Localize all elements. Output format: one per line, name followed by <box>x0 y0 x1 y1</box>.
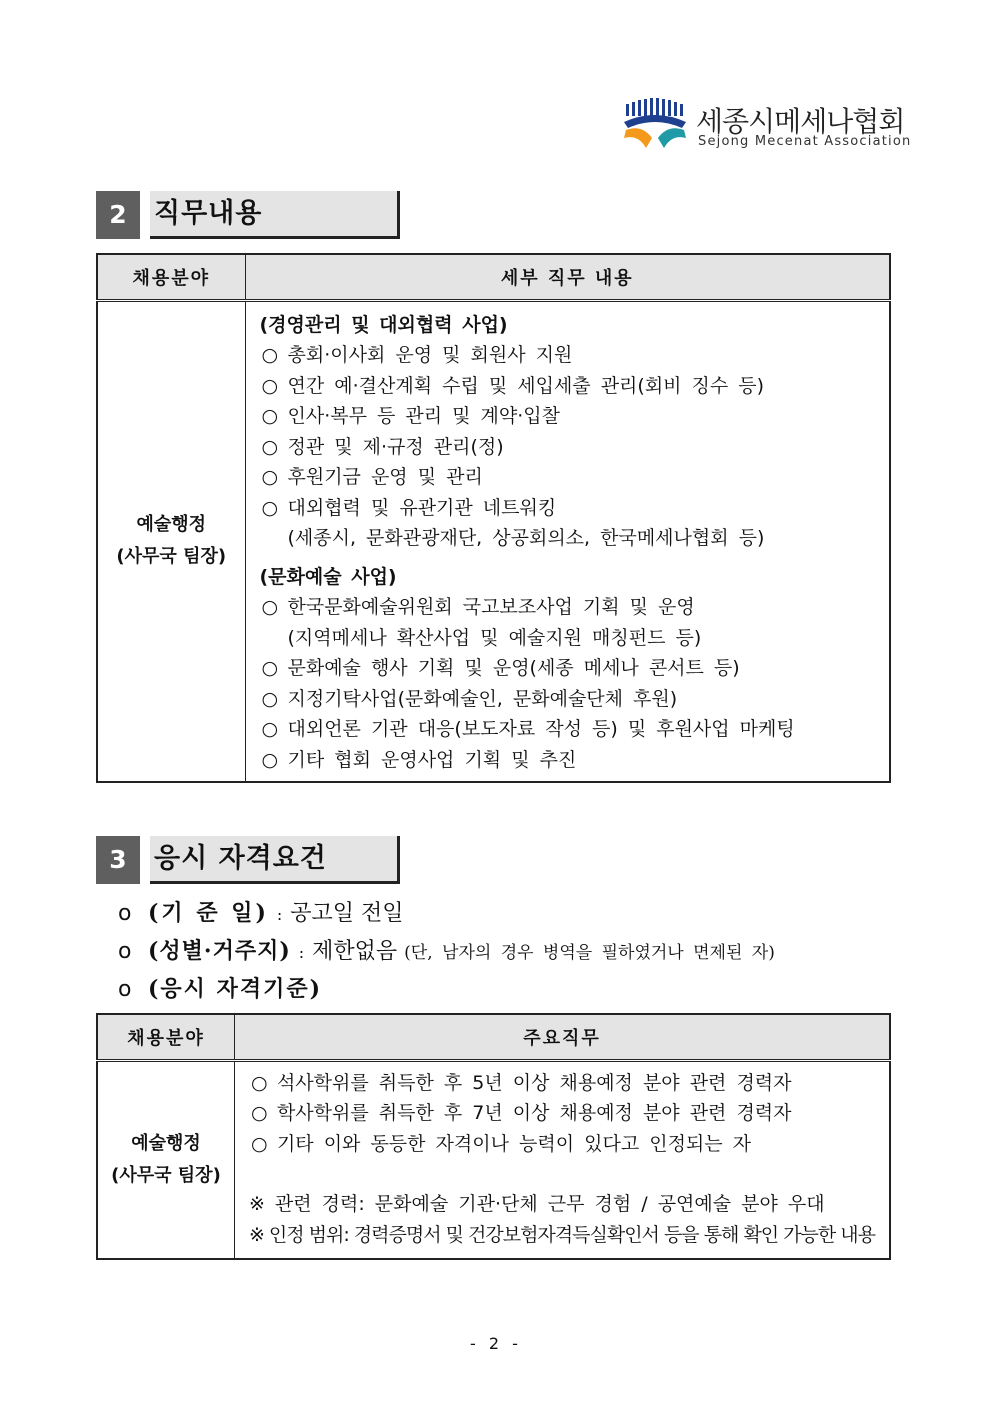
criteria-label: (성별·거주지) <box>148 938 291 964</box>
logo-name-korean: 세종시메세나협회 <box>696 105 905 138</box>
list-item: ○ 지정기탁사업(문화예술인, 문화예술단체 후원) <box>260 684 876 715</box>
column-header-detail: 주요직무 <box>234 1014 890 1060</box>
list-item: ○ 총회·이사회 운영 및 회원사 지원 <box>260 340 876 371</box>
association-logo <box>622 98 912 154</box>
list-item: ○ 한국문화예술위원회 국고보조사업 기획 및 운영 <box>260 592 876 623</box>
circle-bullet-icon: ○ <box>250 1071 268 1094</box>
list-item: ○ 대외언론 기관 대응(보도자료 작성 등) 및 후원사업 마케팅 <box>260 714 876 745</box>
circle-bullet-icon: ○ <box>250 1102 268 1124</box>
criteria-label: (기 준 일) <box>148 900 269 926</box>
criteria-label: (응시 자격기준) <box>148 976 322 1002</box>
circle-bullet-icon: ○ <box>261 687 279 710</box>
section-3-header <box>96 836 402 884</box>
group-heading-culture: (문화예술 사업) <box>259 565 397 588</box>
circle-bullet-icon: ○ <box>261 596 279 618</box>
section-3-number: 3 <box>96 836 140 884</box>
note-recognition-scope: ※ 인정 범위: 경력증명서 및 건강보험자격득실확인서 등을 통해 확인 가능한 내용 <box>248 1223 875 1246</box>
criteria-base-date: o (기 준 일) : 공고일 전일 <box>118 900 404 926</box>
group-heading-management: (경영관리 및 대외협력 사업) <box>259 313 508 336</box>
list-item: ○ 인사·복무 등 관리 및 계약·입찰 <box>260 401 876 432</box>
criteria-value: 제한없음 <box>312 939 398 964</box>
field-name: 예술행정 <box>131 1132 201 1154</box>
section-2-title: 직무내용 <box>150 191 400 239</box>
field-cell <box>97 300 245 782</box>
field-cell <box>97 1060 234 1259</box>
circle-bullet-icon: ○ <box>261 718 279 740</box>
column-header-detail: 세부 직무 내용 <box>245 254 890 300</box>
list-item: ○ 문화예술 행사 기획 및 운영(세종 메세나 콘서트 등) <box>260 653 876 684</box>
criteria-note: (단, 남자의 경우 병역을 필하였거나 면제된 자) <box>404 943 775 963</box>
section-3-title: 응시 자격요건 <box>150 836 400 884</box>
job-description-table <box>96 253 891 783</box>
list-item: ○ 정관 및 제·규정 관리(정) <box>260 432 876 463</box>
column-header-field: 채용분야 <box>97 1014 234 1060</box>
list-item: ○ 연간 예·결산계획 수립 및 세입세출 관리(회비 징수 등) <box>260 371 876 402</box>
detail-cell <box>234 1060 890 1259</box>
criteria-value: 공고일 전일 <box>290 901 404 926</box>
circle-bullet-icon: ○ <box>261 344 279 366</box>
page-number: - 2 - <box>470 1334 522 1353</box>
circle-bullet-icon: ○ <box>261 435 279 458</box>
circle-bullet-icon: o <box>118 977 132 1002</box>
list-item: ○ 대외협력 및 유관기관 네트워킹 <box>260 493 876 524</box>
section-2-header <box>96 191 402 239</box>
circle-bullet-icon: ○ <box>261 748 279 771</box>
criteria-gender-residence: o (성별·거주지) : 제한없음 (단, 남자의 경우 병역을 필하였거나 면제된 자) <box>118 938 775 964</box>
circle-bullet-icon: ○ <box>261 496 279 519</box>
list-item: ○ 석사학위를 취득한 후 5년 이상 채용예정 분야 관련 경력자 <box>249 1068 875 1099</box>
circle-bullet-icon: o <box>118 939 132 964</box>
circle-bullet-icon: ○ <box>261 405 279 427</box>
list-item: ○ 후원기금 운영 및 관리 <box>260 462 876 493</box>
detail-cell <box>245 300 890 782</box>
list-item: ○ 기타 이와 동등한 자격이나 능력이 있다고 인정되는 자 <box>249 1129 875 1160</box>
field-position: (사무국 팀장) <box>116 546 227 568</box>
list-item-continuation: (지역메세나 확산사업 및 예술지원 매칭펀드 등) <box>287 626 702 649</box>
field-name: 예술행정 <box>136 514 207 536</box>
qualification-table <box>96 1013 891 1260</box>
field-position: (사무국 팀장) <box>111 1164 221 1186</box>
circle-bullet-icon: ○ <box>261 374 279 397</box>
section-2-number: 2 <box>96 191 140 239</box>
circle-bullet-icon: o <box>118 901 132 926</box>
column-header-field: 채용분야 <box>97 254 245 300</box>
logo-name-english: Sejong Mecenat Association <box>698 134 912 149</box>
circle-bullet-icon: ○ <box>250 1132 268 1155</box>
circle-bullet-icon: ○ <box>261 657 279 679</box>
note-career: ※ 관련 경력: 문화예술 기관·단체 근무 경험 / 공연예술 분야 우대 <box>248 1193 825 1215</box>
list-item: ○ 기타 협회 운영사업 기획 및 추진 <box>260 745 876 776</box>
criteria-qualification <box>118 972 322 1003</box>
list-item: ○ 학사학위를 취득한 후 7년 이상 채용예정 분야 관련 경력자 <box>249 1098 875 1129</box>
circle-bullet-icon: ○ <box>261 466 279 488</box>
list-item-continuation: (세종시, 문화관광재단, 상공회의소, 한국메세나협회 등) <box>287 527 765 549</box>
mecenat-emblem-icon <box>622 98 688 150</box>
